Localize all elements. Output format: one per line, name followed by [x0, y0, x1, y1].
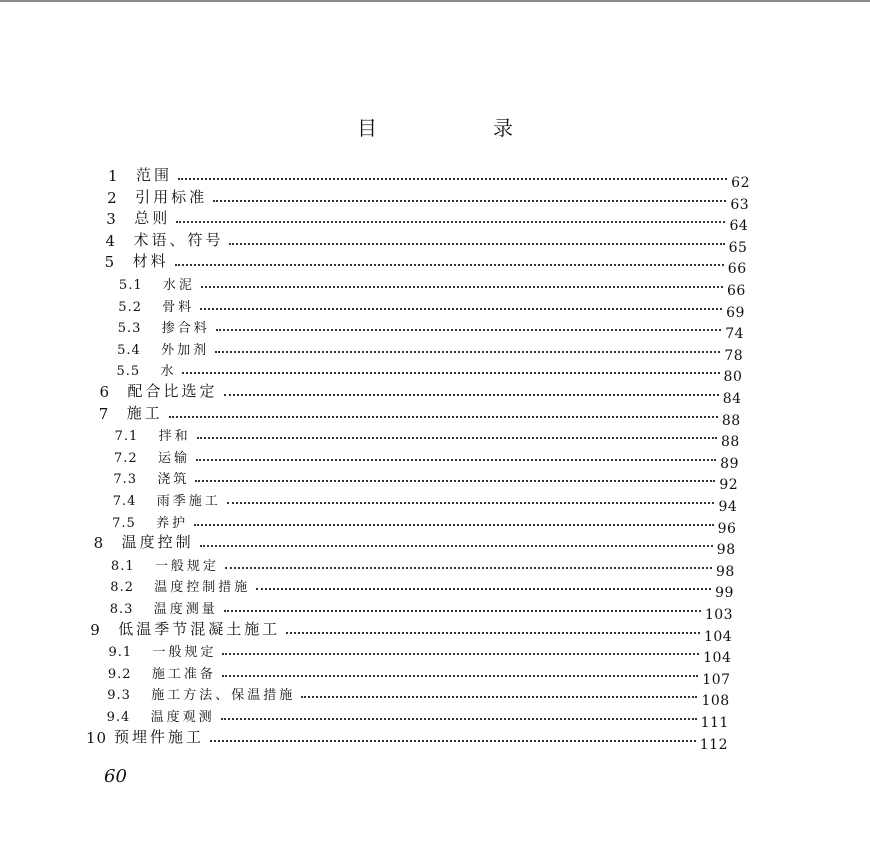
toc-dot-leader: [216, 329, 722, 331]
toc-entry-label: 一般规定: [152, 645, 217, 661]
toc-entry[interactable]: [93, 530, 736, 559]
toc-entry-number: 9.4: [106, 710, 131, 725]
toc-entry-page: 108: [701, 693, 730, 710]
top-border-line: [0, 0, 870, 2]
toc-entry-page: 104: [703, 628, 733, 645]
toc-entry[interactable]: [108, 638, 732, 667]
toc-dot-leader: [196, 459, 716, 461]
toc-entry-number: 9: [90, 620, 101, 639]
toc-entry[interactable]: [112, 509, 737, 537]
toc-entry-number: 8: [93, 534, 105, 553]
toc-dot-leader: [182, 372, 719, 374]
toc-entry-page: 65: [728, 239, 748, 256]
toc-entry-page: 74: [725, 326, 745, 343]
toc-dot-leader: [201, 286, 723, 288]
toc-dot-leader: [301, 696, 697, 698]
toc-entry-number: 10: [86, 728, 108, 747]
toc-entry-number: 2: [107, 188, 118, 207]
toc-entry-label: 温度观测: [150, 710, 215, 725]
toc-dot-leader: [224, 394, 719, 396]
toc-entry-label: 施工准备: [151, 666, 216, 682]
toc-entry-page: 84: [722, 391, 742, 407]
toc-entry[interactable]: [107, 660, 731, 688]
toc-entry-label: 低温季节混凝土施工: [118, 619, 281, 638]
toc-entry-label: 骨料: [162, 299, 195, 315]
toc-dot-leader: [222, 675, 698, 677]
toc-entry[interactable]: [108, 163, 750, 191]
toc-entry-label: 术语、符号: [133, 230, 224, 249]
toc-entry-label: 水泥: [162, 278, 195, 293]
toc-dot-leader: [169, 416, 718, 418]
toc-dot-leader: [176, 221, 725, 223]
toc-entry-page: 104: [703, 650, 732, 667]
toc-dot-leader: [225, 567, 712, 569]
toc-entry-number: 7.4: [112, 494, 137, 509]
toc-entry-page: 111: [700, 715, 729, 731]
toc-entry-label: 引用标准: [135, 187, 208, 206]
toc-entry[interactable]: [118, 293, 745, 321]
toc-entry-label: 配合比选定: [127, 382, 218, 400]
page-title: 目 录: [357, 116, 561, 140]
toc-entry-number: 8.3: [109, 602, 134, 617]
toc-entry-number: 7: [98, 404, 110, 423]
toc-dot-leader: [175, 264, 724, 266]
toc-entry-number: 3: [106, 210, 117, 229]
toc-entry-page: 88: [721, 434, 740, 451]
toc-entry-page: 94: [718, 499, 738, 515]
toc-entry[interactable]: [99, 379, 742, 407]
toc-entry[interactable]: [110, 573, 734, 602]
toc-entry-page: 99: [715, 585, 734, 602]
toc-entry-page: 103: [704, 607, 734, 623]
toc-entry-number: 7.5: [112, 515, 136, 531]
toc-entry[interactable]: [114, 444, 739, 472]
toc-entry[interactable]: [112, 487, 738, 515]
toc-entry-page: 78: [724, 347, 744, 364]
toc-entry-number: 7.1: [114, 429, 139, 445]
toc-entry-number: 8.1: [110, 558, 135, 574]
toc-entry-page: 64: [729, 218, 749, 235]
toc-entry[interactable]: [106, 206, 749, 235]
toc-entry-label: 养护: [156, 515, 189, 531]
toc-entry-number: 9.3: [107, 688, 131, 704]
toc-entry-page: 96: [717, 520, 737, 537]
toc-entry-number: 8.2: [110, 580, 134, 596]
toc-entry-number: 6: [99, 383, 111, 401]
toc-entry-label: 拌和: [158, 429, 191, 445]
toc-entry-label: 浇筑: [157, 472, 190, 488]
toc-dot-leader: [229, 243, 724, 245]
toc-dot-leader: [195, 480, 715, 482]
toc-dot-leader: [256, 588, 711, 590]
toc-entry[interactable]: [114, 422, 740, 451]
toc-entry-label: 雨季施工: [156, 494, 221, 509]
toc-dot-leader: [224, 610, 701, 612]
toc-entry-label: 施工方法、保温措施: [151, 688, 296, 704]
toc-dot-leader: [200, 308, 722, 310]
toc-dot-leader: [227, 502, 715, 504]
toc-entry[interactable]: [90, 617, 733, 645]
toc-entry-page: 66: [727, 261, 747, 278]
toc-entry-label: 预埋件施工: [114, 727, 205, 746]
toc-entry[interactable]: [110, 552, 735, 580]
toc-entry[interactable]: [116, 357, 743, 386]
toc-entry-label: 水: [160, 364, 177, 380]
toc-entry-page: 80: [723, 369, 743, 386]
toc-entry-page: 98: [716, 542, 736, 559]
toc-entry-page: 89: [720, 455, 739, 472]
toc-entry-page: 107: [702, 671, 731, 688]
toc-entry-number: 9.1: [108, 645, 133, 661]
toc-entry-page: 92: [719, 477, 739, 494]
toc-entry-number: 4: [105, 231, 116, 250]
toc-entry-label: 掺合料: [161, 321, 210, 337]
toc-entry[interactable]: [118, 271, 746, 299]
toc-dot-leader: [213, 200, 726, 202]
toc-entry-page: 66: [726, 283, 746, 299]
toc-dot-leader: [178, 178, 727, 180]
toc-entry-label: 施工: [126, 403, 163, 422]
toc-entry-label: 温度测量: [153, 602, 218, 617]
toc-entry[interactable]: [109, 595, 734, 623]
toc-entry-number: 1: [108, 167, 119, 185]
toc-entry-number: 5.4: [117, 342, 141, 358]
toc-entry[interactable]: [117, 336, 744, 364]
toc-entry-label: 范围: [136, 166, 173, 184]
toc-entry-label: 温度控制措施: [154, 580, 251, 596]
toc-entry-number: 5.5: [116, 364, 141, 380]
toc-entry[interactable]: [86, 725, 728, 753]
toc-dot-leader: [210, 740, 696, 742]
toc-entry-label: 总则: [134, 209, 171, 228]
toc-entry[interactable]: [117, 314, 745, 343]
toc-dot-leader: [194, 524, 713, 526]
toc-entry-label: 运输: [158, 450, 191, 466]
toc-entry-label: 一般规定: [154, 558, 219, 574]
toc-dot-leader: [215, 351, 720, 353]
toc-entry[interactable]: [105, 228, 748, 256]
toc-entry[interactable]: [107, 185, 750, 213]
toc-dot-leader: [286, 632, 700, 634]
toc-entry-label: 外加剂: [161, 342, 210, 358]
page-number: 60: [104, 766, 127, 787]
toc-entry-label: 材料: [132, 252, 169, 271]
toc-entry-page: 69: [726, 304, 745, 321]
toc-entry-number: 5.2: [118, 299, 142, 315]
toc-entry-number: 9.2: [107, 666, 132, 682]
toc-entry-page: 88: [721, 412, 741, 429]
toc-entry[interactable]: [106, 703, 729, 731]
toc-entry-page: 63: [730, 196, 750, 213]
toc-entry-number: 5: [104, 253, 116, 272]
toc-dot-leader: [222, 653, 699, 655]
toc-dot-leader: [200, 545, 713, 547]
toc-entry[interactable]: [98, 401, 741, 429]
toc-entry[interactable]: [107, 681, 730, 710]
toc-entry-label: 温度控制: [121, 533, 194, 552]
toc-entry-page: 112: [699, 736, 728, 753]
toc-entry-number: 5.1: [118, 278, 143, 293]
toc-dot-leader: [221, 718, 697, 720]
toc-entry[interactable]: [113, 465, 739, 494]
toc-entry-page: 62: [731, 175, 750, 191]
toc-entry-number: 5.3: [117, 321, 142, 337]
toc-entry[interactable]: [104, 249, 747, 278]
toc-entry-page: 98: [715, 563, 735, 580]
toc-entry-number: 7.3: [113, 472, 138, 488]
toc-dot-leader: [197, 437, 717, 439]
toc-entry-number: 7.2: [114, 450, 138, 466]
